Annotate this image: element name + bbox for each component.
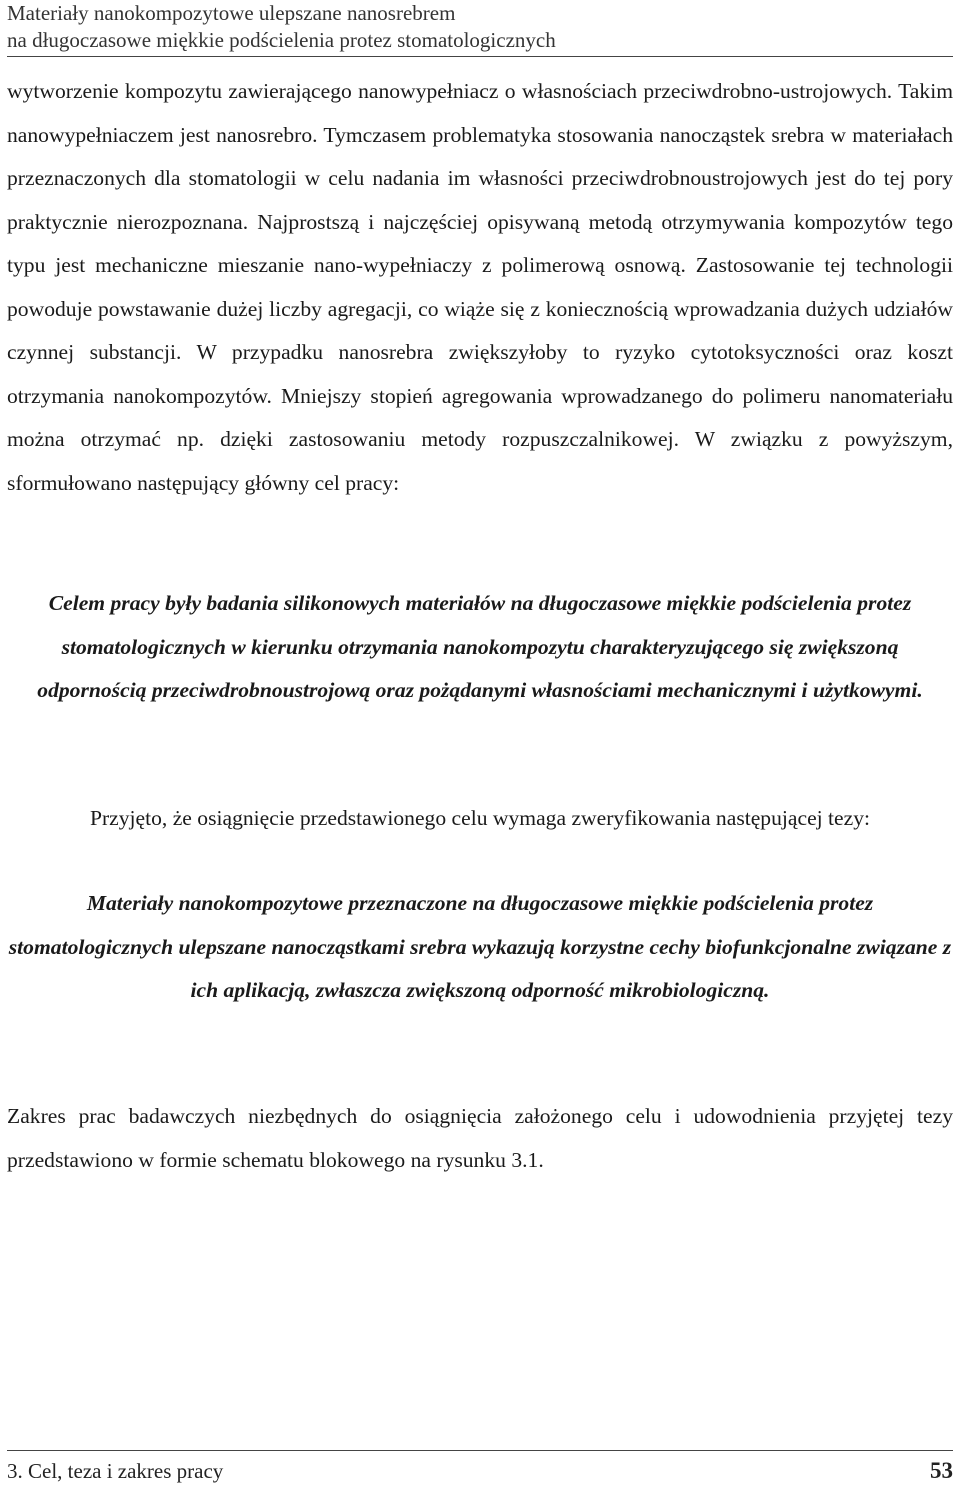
paragraph-context: wytworzenie kompozytu zawierającego nanowypełniacz o własnościach przeciwdrobno-ustrojowych. Takim nanowypełniaczem jest nanosrebro. Tymczasem problematyka stosowania nanocząstek srebra w materiałach przeznaczonych dla stomatologii w celu nadania im własności przeciwdrobnoustrojowych jest do tej pory praktycznie nierozpoznana. Najprostszą i najczęściej opisywaną metodą otrzymywania kompozytów tego typu jest mechaniczne mieszanie nano-wypełniaczy z polimerową osnową. Zastosowanie tej technologii powoduje powstawanie dużej liczby agregacji, co wiąże się z koniecznością wprowadzania dużych udziałów czynnej substancji. W przypadku nanosrebra zwiększyłoby to ryzyko cytotoksyczności oraz koszt otrzymania nanokompozytów. Mniejszy stopień agregowania wprowadzanego do polimeru nanomateriału można otrzymać np. dzięki zastosowaniu metody rozpuszczalnikowej. W związku z powyższym, sformułowano następujący główny cel pracy: — [7, 79, 953, 495]
running-header — [7, 0, 953, 57]
paragraph-scope: Zakres prac badawczych niezbędnych do osiągnięcia założonego celu i udowodnienia przyjętej tezy przedstawiono w formie schematu blokowego na rysunku 3.1. — [7, 1104, 953, 1172]
page-footer — [7, 1450, 953, 1485]
header-title-line-2: na długoczasowe miękkie podścielenia protez stomatologicznych — [7, 28, 556, 52]
page-number: 53 — [930, 1458, 953, 1483]
footer-chapter-title: 3. Cel, teza i zakres pracy — [7, 1459, 224, 1483]
thesis-statement: Materiały nanokompozytowe przeznaczone na długoczasowe miękkie podścielenia protez stomatologicznych ulepszane nanocząstkami srebra wykazują korzystne cechy biofunkcjonalne związane z ich aplikacją, zwłaszcza zwiększoną odporność mikrobiologiczną. — [8, 891, 952, 1002]
header-title-line-1: Materiały nanokompozytowe ulepszane nanosrebrem — [7, 1, 456, 25]
thesis-intro: Przyjęto, że osiągnięcie przedstawionego celu wymaga zweryfikowania następującej tezy: — [89, 806, 871, 830]
research-goal-statement: Celem pracy były badania silikonowych materiałów na długoczasowe miękkie podścielenia protez stomatologicznych w kierunku otrzymania nanokompozytu charakteryzującego się zwiększoną odpornością przeciwdrobnoustrojową oraz pożądanymi własnościami mechanicznymi i użytkowymi. — [37, 591, 923, 702]
